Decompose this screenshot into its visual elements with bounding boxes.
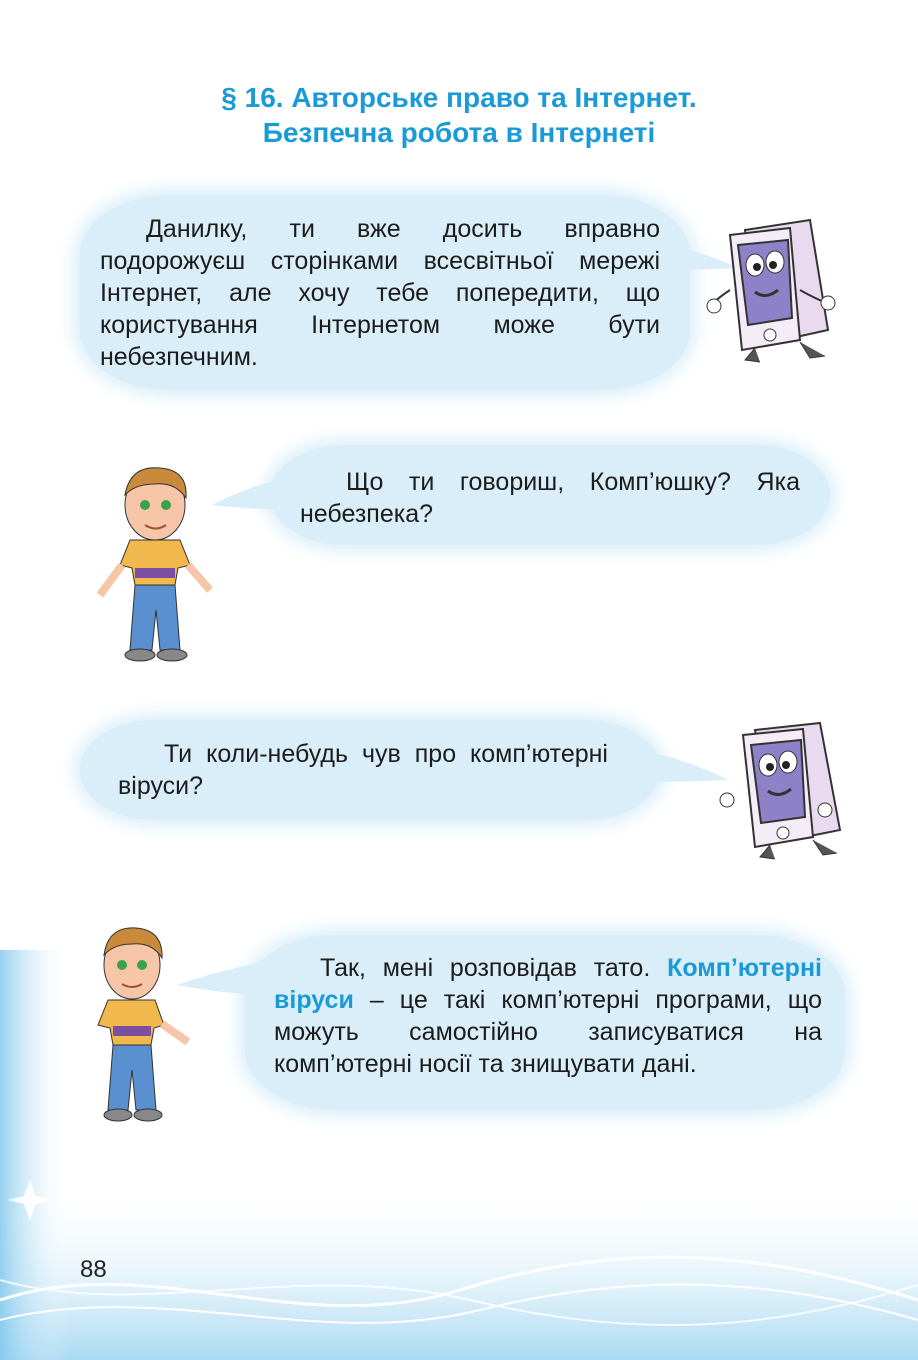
title-line-2: Безпечна робота в Інтернеті (262, 117, 656, 148)
dialog-text-4-after: – це такі комп’ютерні програми, що можуть самостійно записуватися на комп’ютерні носії та знищувати дані. (274, 986, 822, 1078)
dialog-text-4-before: Так, мені розповідав тато. (320, 954, 668, 982)
dialog-text-3: Ти коли-небудь чув про комп’ютерні віруси? (118, 740, 608, 800)
dialog-text-4 (274, 952, 822, 1080)
dialog-text-2: Що ти говориш, Комп’юшку? Яка небезпека? (300, 468, 800, 528)
boy-character-icon (90, 460, 230, 670)
section-title (0, 80, 918, 150)
title-line-1: § 16. Авторське право та Інтернет. (221, 82, 697, 113)
dialog-text-1: Данилку, ти вже досить вправно подорожуєш сторінками всесвітньої мережі Інтернет, але хочу тебе попередити, що користування Інтернетом може бути небезпечним. (100, 215, 660, 371)
computer-character-icon (715, 715, 855, 865)
boy-character-icon (70, 920, 200, 1130)
page-number: 88 (80, 1256, 107, 1283)
term-computer-viruses: Комп’ютерні віруси (274, 954, 822, 1014)
computer-character-icon (700, 210, 850, 370)
